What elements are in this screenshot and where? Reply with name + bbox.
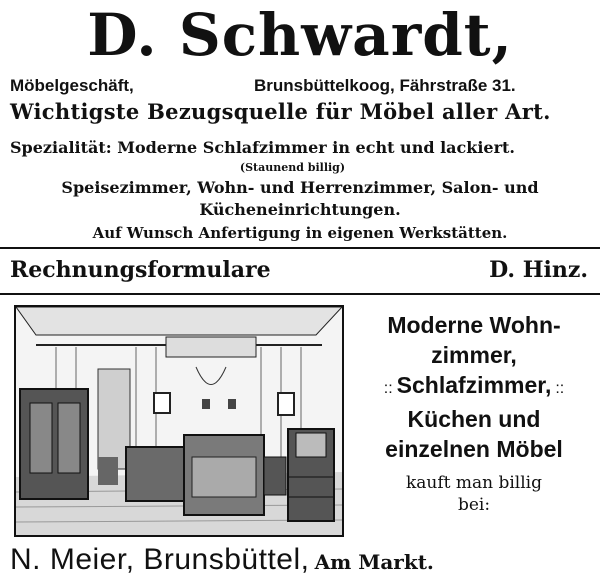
meier-footer-tail: Am Markt. [314,550,434,574]
meier-line-3-text: Schlafzimmer, [396,372,552,398]
address: Brunsbüttelkoog, Fährstraße 31. [254,76,516,95]
ornament-right: :: [555,380,565,397]
meier-small-2: bei: [457,495,491,515]
price-note: (Staunend billig) [239,161,346,174]
meier-line-4: Küchen und [407,406,541,432]
bedroom-engraving [16,307,342,535]
hinz-advertisement [0,252,600,292]
bedroom-illustration [14,305,344,537]
divider-rule [0,247,600,249]
business-type: Möbelgeschäft, [10,76,134,95]
tagline: Wichtigste Bezugsquelle für Möbel aller Art. [10,99,551,124]
meier-line-2: zimmer, [431,342,517,368]
meier-line-1: Moderne Wohn- [387,312,561,338]
hinz-name: D. Hinz. [489,257,588,283]
hinz-product: Rechnungsformulare [10,257,271,283]
rooms-line: Speisezimmer, Wohn- und Herrenzimmer, Salon- und Kücheneinrichtungen. [61,178,539,219]
specialty-line: Spezialität: Moderne Schlafzimmer in echt und lackiert. [10,138,515,157]
meier-line-5: einzelnen Möbel [385,436,563,462]
meier-footer-main: N. Meier, Brunsbüttel, [10,543,310,576]
divider-rule [0,293,600,295]
custom-work-line: Auf Wunsch Anfertigung in eigenen Werkstätten. [92,224,508,242]
schwardt-advertisement [0,0,600,246]
meier-advertisement [352,310,596,516]
ornament-left: :: [383,380,393,397]
business-address-line [10,76,595,96]
schwardt-title: D. Schwardt, [87,1,513,69]
meier-line-3 [352,370,596,404]
meier-small-1: kauft man billig [405,473,543,493]
meier-footer [10,543,595,577]
